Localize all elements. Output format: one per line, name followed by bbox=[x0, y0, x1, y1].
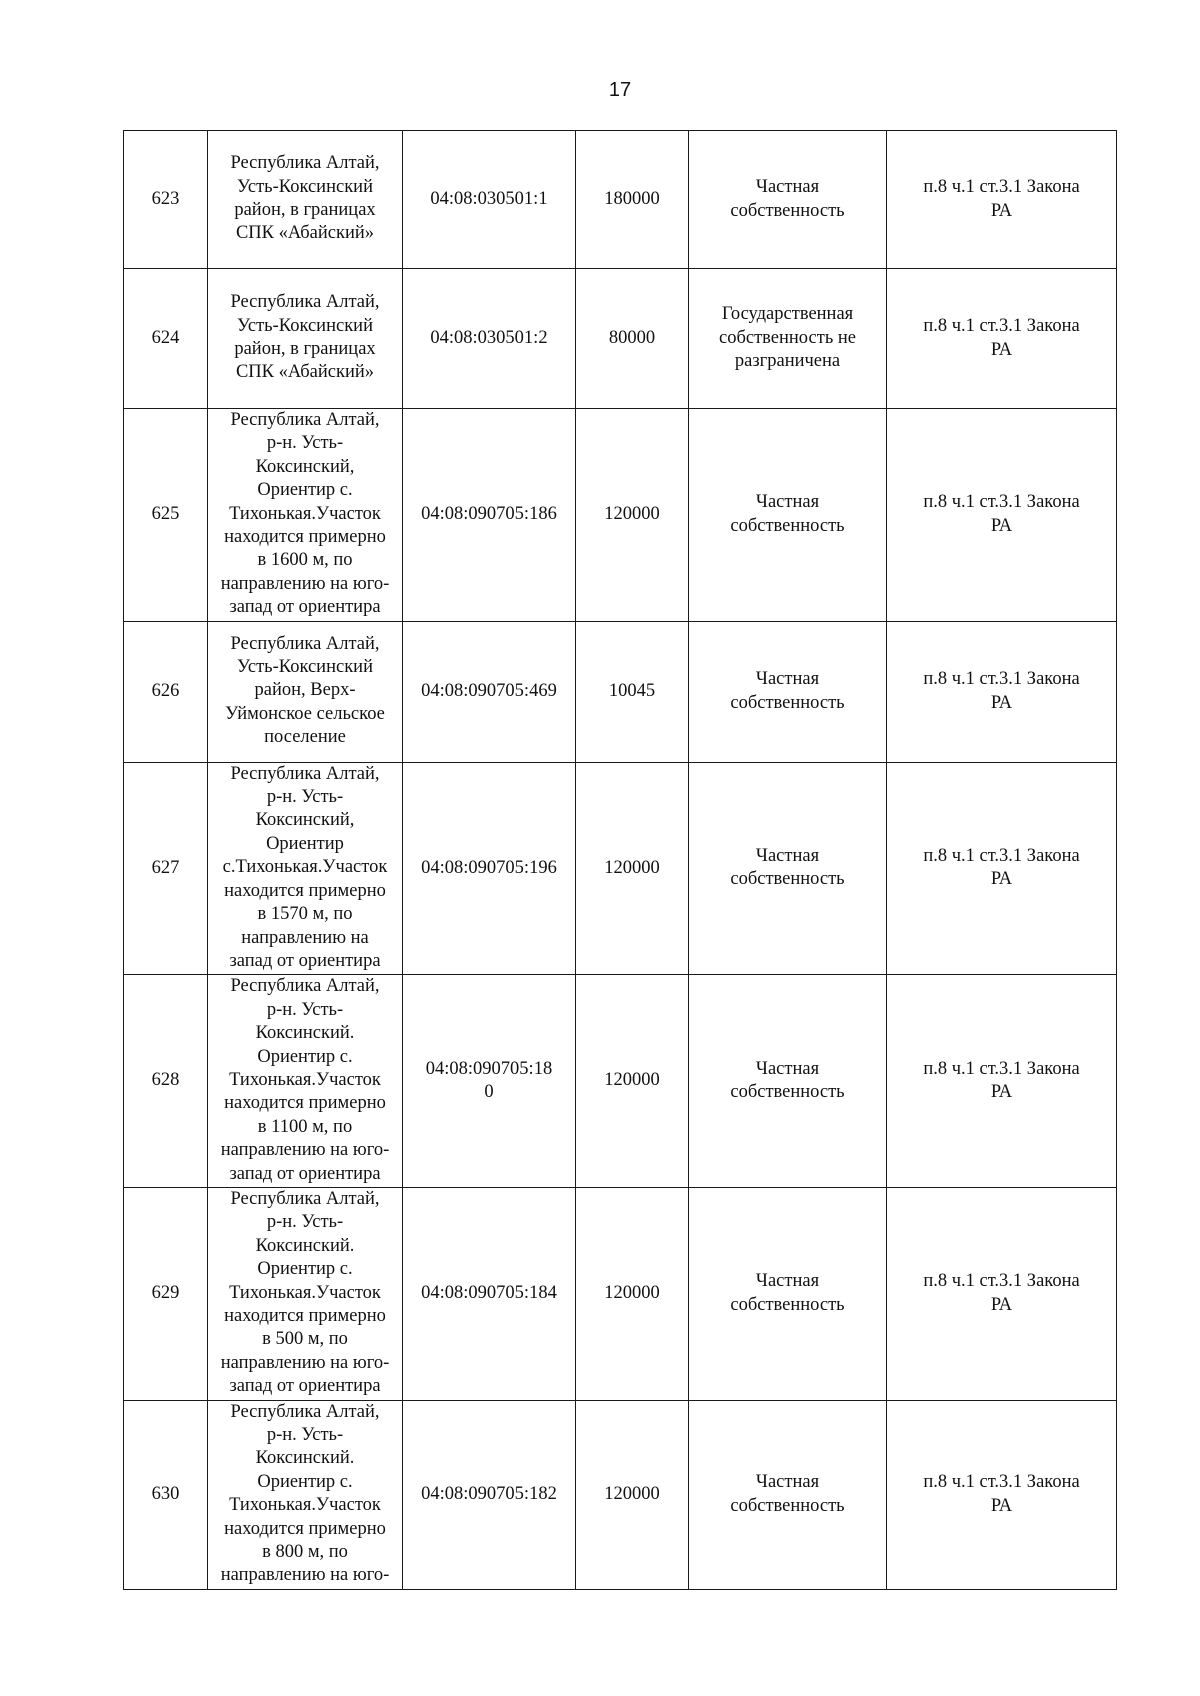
table-row bbox=[124, 762, 1117, 975]
area-cell: 80000 bbox=[576, 269, 689, 409]
area-cell: 120000 bbox=[576, 409, 689, 622]
area-cell: 120000 bbox=[576, 1187, 689, 1400]
area-cell: 120000 bbox=[576, 762, 689, 975]
ownership-cell: Частная собственность bbox=[689, 975, 887, 1188]
address-cell: Республика Алтай, р-н. Усть- Коксинский. Ориентир с. Тихонькая.Участок находится примерно в 500 м, по направлению на юго- запад от ориентира bbox=[208, 1187, 403, 1400]
area-cell: 120000 bbox=[576, 975, 689, 1188]
row-number: 623 bbox=[124, 131, 208, 269]
legal-basis-cell: п.8 ч.1 ст.3.1 Закона РА bbox=[887, 975, 1117, 1188]
ownership-cell: Частная собственность bbox=[689, 621, 887, 762]
land-plots-table bbox=[123, 130, 1117, 1590]
address-cell: Республика Алтай, р-н. Усть- Коксинский, Ориентир с.Тихонькая.Участок находится примерно в 1570 м, по направлению на запад от ориентира bbox=[208, 762, 403, 975]
legal-basis-cell: п.8 ч.1 ст.3.1 Закона РА bbox=[887, 131, 1117, 269]
page-number: 17 bbox=[608, 79, 632, 101]
ownership-cell: Частная собственность bbox=[689, 1187, 887, 1400]
legal-basis-cell: п.8 ч.1 ст.3.1 Закона РА bbox=[887, 762, 1117, 975]
table-row bbox=[124, 975, 1117, 1188]
legal-basis-cell: п.8 ч.1 ст.3.1 Закона РА bbox=[887, 1400, 1117, 1589]
cadastral-number-cell: 04:08:090705:184 bbox=[403, 1187, 576, 1400]
cadastral-number-cell: 04:08:030501:2 bbox=[403, 269, 576, 409]
area-cell: 120000 bbox=[576, 1400, 689, 1589]
legal-basis-cell: п.8 ч.1 ст.3.1 Закона РА bbox=[887, 1187, 1117, 1400]
legal-basis-cell: п.8 ч.1 ст.3.1 Закона РА bbox=[887, 621, 1117, 762]
table-row bbox=[124, 621, 1117, 762]
cadastral-number-cell: 04:08:090705:186 bbox=[403, 409, 576, 622]
row-number: 628 bbox=[124, 975, 208, 1188]
row-number: 624 bbox=[124, 269, 208, 409]
table-row bbox=[124, 269, 1117, 409]
ownership-cell: Государственная собственность не разграничена bbox=[689, 269, 887, 409]
table-row bbox=[124, 1400, 1117, 1589]
ownership-cell: Частная собственность bbox=[689, 1400, 887, 1589]
address-cell: Республика Алтай, Усть-Коксинский район, в границах СПК «Абайский» bbox=[208, 131, 403, 269]
cadastral-number-cell: 04:08:090705:196 bbox=[403, 762, 576, 975]
address-cell: Республика Алтай, р-н. Усть- Коксинский. Ориентир с. Тихонькая.Участок находится примерно в 1100 м, по направлению на юго- запад от ориентира bbox=[208, 975, 403, 1188]
cadastral-number-cell: 04:08:090705:18 0 bbox=[403, 975, 576, 1188]
area-cell: 180000 bbox=[576, 131, 689, 269]
row-number: 626 bbox=[124, 621, 208, 762]
address-cell: Республика Алтай, р-н. Усть- Коксинский, Ориентир с. Тихонькая.Участок находится примерно в 1600 м, по направлению на юго- запад от ориентира bbox=[208, 409, 403, 622]
legal-basis-cell: п.8 ч.1 ст.3.1 Закона РА bbox=[887, 269, 1117, 409]
address-cell: Республика Алтай, Усть-Коксинский район, Верх- Уймонское сельское поселение bbox=[208, 621, 403, 762]
cadastral-number-cell: 04:08:030501:1 bbox=[403, 131, 576, 269]
legal-basis-cell: п.8 ч.1 ст.3.1 Закона РА bbox=[887, 409, 1117, 622]
address-cell: Республика Алтай, Усть-Коксинский район, в границах СПК «Абайский» bbox=[208, 269, 403, 409]
area-cell: 10045 bbox=[576, 621, 689, 762]
cadastral-number-cell: 04:08:090705:182 bbox=[403, 1400, 576, 1589]
cadastral-number-cell: 04:08:090705:469 bbox=[403, 621, 576, 762]
table-row bbox=[124, 1187, 1117, 1400]
row-number: 625 bbox=[124, 409, 208, 622]
table-row bbox=[124, 131, 1117, 269]
row-number: 627 bbox=[124, 762, 208, 975]
ownership-cell: Частная собственность bbox=[689, 762, 887, 975]
address-cell: Республика Алтай, р-н. Усть- Коксинский. Ориентир с. Тихонькая.Участок находится примерно в 800 м, по направлению на юго- bbox=[208, 1400, 403, 1589]
ownership-cell: Частная собственность bbox=[689, 131, 887, 269]
table-row bbox=[124, 409, 1117, 622]
ownership-cell: Частная собственность bbox=[689, 409, 887, 622]
row-number: 630 bbox=[124, 1400, 208, 1589]
row-number: 629 bbox=[124, 1187, 208, 1400]
